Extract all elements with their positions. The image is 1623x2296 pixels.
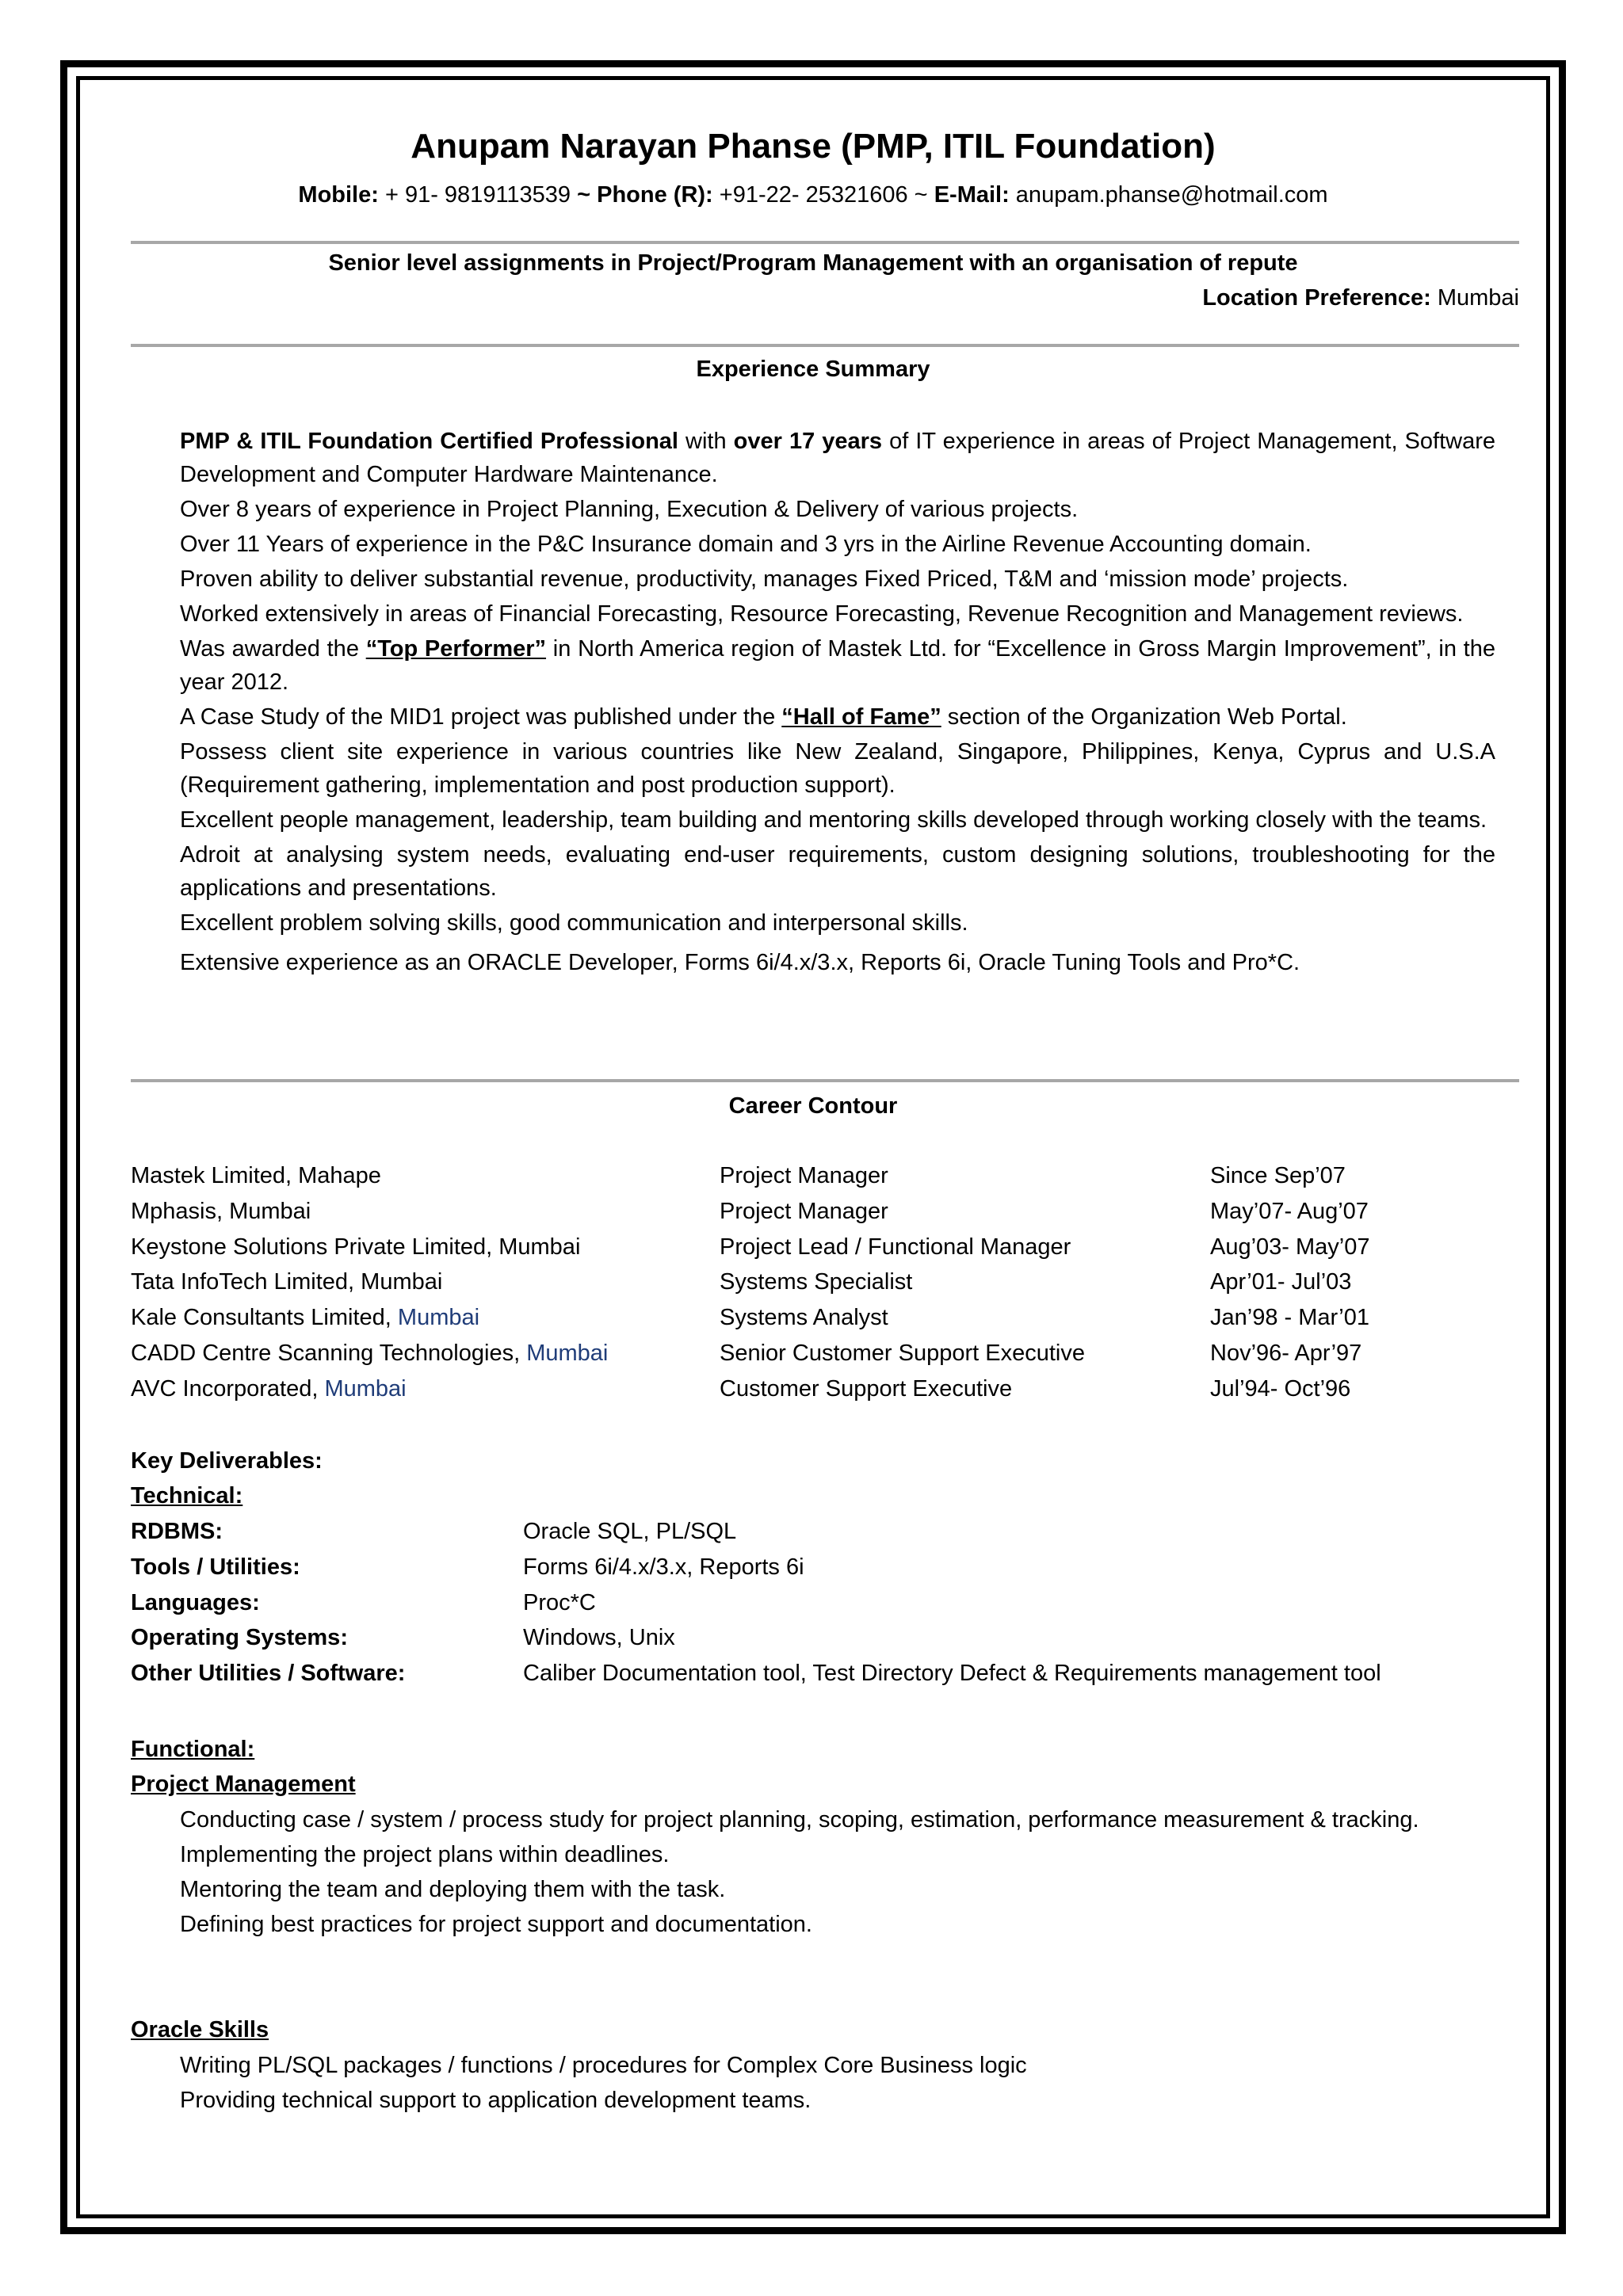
text: Excellent people management, leadership, team building and mentoring skills developed through working closely with the teams.: [180, 807, 1487, 833]
text: A Case Study of the MID1 project was published under the: [180, 704, 782, 730]
list-item: [131, 700, 1495, 734]
experience-years: over 17 years: [733, 429, 883, 454]
list-item: [131, 1873, 1495, 1906]
company-cell: [131, 1163, 720, 1199]
role-cell: Customer Support Executive: [720, 1375, 1013, 1402]
list-item: [131, 803, 1495, 837]
divider: [131, 1079, 1519, 1082]
certification: PMP & ITIL Foundation Certified Professional: [180, 429, 678, 454]
skill-row-languages: [131, 1590, 596, 1616]
list-item: [131, 2084, 1495, 2117]
location-preference: [1202, 285, 1519, 311]
company-cell: [131, 1305, 720, 1341]
mobile-value: + 91- 9819113539: [378, 182, 578, 208]
period-cell: Nov’96- Apr’97: [1210, 1340, 1362, 1366]
phone-value: +91-22- 25321606 ~: [712, 182, 934, 208]
company-name: Mphasis, Mumbai: [131, 1198, 311, 1224]
oracle-skills-list: [131, 2049, 1495, 2119]
company-name: Keystone Solutions Private Limited, Mumbai: [131, 1234, 581, 1260]
text: Worked extensively in areas of Financial Forecasting, Resource Forecasting, Revenue Recognition and Management reviews.: [180, 601, 1464, 627]
list-item: [131, 597, 1495, 631]
text: in North America region of Mastek Ltd. for “Excellence in Gross Margin Improvement”, in the year 2012.: [180, 636, 1496, 695]
text: of IT experience in areas of Project Management, Software Development and Computer Hardware Maintenance.: [180, 429, 1495, 487]
text: Writing PL/SQL packages / functions / procedures for Complex Core Business logic: [180, 2053, 1027, 2078]
text: Defining best practices for project support and documentation.: [180, 1912, 812, 1937]
mobile-label: Mobile:: [298, 182, 379, 208]
company-name: Kale Consultants Limited,: [131, 1305, 398, 1331]
role-cell: Project Manager: [720, 1198, 888, 1224]
skill-value: Forms 6i/4.x/3.x, Reports 6i: [523, 1554, 804, 1580]
award-hall-of-fame: “Hall of Fame”: [781, 704, 941, 730]
list-item: [131, 632, 1495, 699]
email-value: anupam.phanse@hotmail.com: [1009, 182, 1328, 208]
list-item: [131, 838, 1495, 905]
skill-row-other: [131, 1661, 1381, 1687]
location-value: Mumbai: [1430, 285, 1519, 311]
company-name: Mastek Limited, Mahape: [131, 1163, 381, 1188]
skill-value: Oracle SQL, PL/SQL: [523, 1519, 737, 1544]
skill-value: Windows, Unix: [523, 1625, 675, 1650]
period-cell: Jul’94- Oct’96: [1210, 1375, 1351, 1402]
text: Over 11 Years of experience in the P&C Insurance domain and 3 yrs in the Airline Revenue Accounting domain.: [180, 532, 1312, 557]
period-cell: May’07- Aug’07: [1210, 1198, 1369, 1224]
career-table: [131, 1163, 1370, 1412]
experience-list: [131, 425, 1495, 981]
company-name: CADD Centre Scanning Technologies,: [131, 1340, 527, 1366]
objective: Senior level assignments in Project/Program Management with an organisation of repute: [328, 250, 1298, 276]
text: with: [678, 429, 734, 454]
list-item: [131, 563, 1495, 596]
company-city: Mumbai: [397, 1305, 480, 1331]
list-item: [131, 425, 1495, 491]
table-row: [131, 1269, 1370, 1305]
experience-summary-title: Experience Summary: [696, 357, 930, 382]
location-label: Location Preference:: [1202, 285, 1431, 311]
company-cell: [131, 1199, 720, 1234]
skill-label: Tools / Utilities:: [131, 1554, 300, 1580]
text: Extensive experience as an ORACLE Developer, Forms 6i/4.x/3.x, Reports 6i, Oracle Tuning Tools and Pro*C.: [180, 950, 1300, 975]
candidate-name: Anupam Narayan Phanse (PMP, ITIL Foundation): [411, 127, 1216, 166]
phone-label: Phone (R):: [597, 182, 713, 208]
role-cell: Senior Customer Support Executive: [720, 1340, 1085, 1366]
period-cell: Aug’03- May’07: [1210, 1234, 1370, 1260]
skill-value: Proc*C: [523, 1590, 596, 1615]
key-deliverables-title: Key Deliverables:: [131, 1448, 323, 1474]
divider: [131, 344, 1519, 347]
role-cell: Systems Analyst: [720, 1305, 888, 1331]
text: Implementing the project plans within deadlines.: [180, 1842, 670, 1867]
company-cell: [131, 1234, 720, 1270]
text: Over 8 years of experience in Project Planning, Execution & Delivery of various projects.: [180, 497, 1079, 522]
project-management-list: [131, 1803, 1495, 1943]
list-item: [131, 1838, 1495, 1871]
text: Adroit at analysing system needs, evaluating end-user requirements, custom designing solutions, troubleshooting for the applications and presentations.: [180, 842, 1495, 901]
oracle-skills-title: Oracle Skills: [131, 2017, 269, 2042]
skill-value: Caliber Documentation tool, Test Directory Defect & Requirements management tool: [523, 1661, 1381, 1686]
company-cell: [131, 1341, 720, 1376]
company-city: Mumbai: [324, 1375, 407, 1402]
text: Mentoring the team and deploying them with the task.: [180, 1877, 726, 1902]
skill-row-rdbms: [131, 1519, 736, 1545]
award-top-performer: “Top Performer”: [365, 636, 547, 662]
career-contour-title: Career Contour: [728, 1093, 898, 1119]
divider: [131, 241, 1519, 244]
list-item: [131, 906, 1495, 940]
skill-label: Operating Systems:: [131, 1625, 348, 1650]
text: Proven ability to deliver substantial revenue, productivity, manages Fixed Priced, T&M and ‘mission mode’ projects.: [180, 566, 1349, 592]
list-item: [131, 946, 1495, 979]
table-row: [131, 1199, 1370, 1234]
table-row: [131, 1305, 1370, 1341]
text: Providing technical support to application development teams.: [180, 2088, 812, 2113]
company-cell: [131, 1376, 720, 1412]
period-cell: Jan’98 - Mar’01: [1210, 1305, 1369, 1331]
skill-label: Languages:: [131, 1590, 260, 1615]
functional-title: Functional:: [131, 1737, 255, 1762]
contact-separator: ~: [577, 182, 598, 208]
company-city: Mumbai: [526, 1340, 609, 1366]
company-name: AVC Incorporated,: [131, 1375, 325, 1402]
text: Conducting case / system / process study for project planning, scoping, estimation, performance measurement & tracking.: [180, 1807, 1419, 1833]
role-cell: Systems Specialist: [720, 1269, 913, 1295]
project-management-title: Project Management: [131, 1772, 356, 1797]
list-item: [131, 735, 1495, 802]
text: Possess client site experience in various countries like New Zealand, Singapore, Philippines, Kenya, Cyprus and U.S.A (Requirement gathering, implementation and post production support).: [180, 739, 1495, 798]
text: section of the Organization Web Portal.: [941, 704, 1347, 730]
period-cell: Since Sep’07: [1210, 1163, 1346, 1188]
contact-line: [131, 182, 1495, 208]
role-cell: Project Lead / Functional Manager: [720, 1234, 1071, 1260]
text: Was awarded the: [180, 636, 366, 662]
list-item: [131, 1908, 1495, 1941]
table-row: [131, 1234, 1370, 1270]
list-item: [131, 2049, 1495, 2082]
company-name: Tata InfoTech Limited, Mumbai: [131, 1269, 443, 1295]
skill-label: RDBMS:: [131, 1519, 223, 1544]
company-cell: [131, 1269, 720, 1305]
list-item: [131, 1803, 1495, 1836]
role-cell: Project Manager: [720, 1163, 888, 1188]
table-row: [131, 1163, 1370, 1199]
technical-title: Technical:: [131, 1483, 243, 1508]
skill-label: Other Utilities / Software:: [131, 1661, 406, 1686]
email-label: E-Mail:: [934, 182, 1010, 208]
skill-row-os: [131, 1625, 675, 1651]
period-cell: Apr’01- Jul’03: [1210, 1269, 1352, 1295]
list-item: [131, 528, 1495, 561]
table-row: [131, 1376, 1370, 1412]
table-row: [131, 1341, 1370, 1376]
list-item: [131, 493, 1495, 526]
text: Excellent problem solving skills, good communication and interpersonal skills.: [180, 910, 968, 936]
skill-row-tools: [131, 1554, 804, 1581]
